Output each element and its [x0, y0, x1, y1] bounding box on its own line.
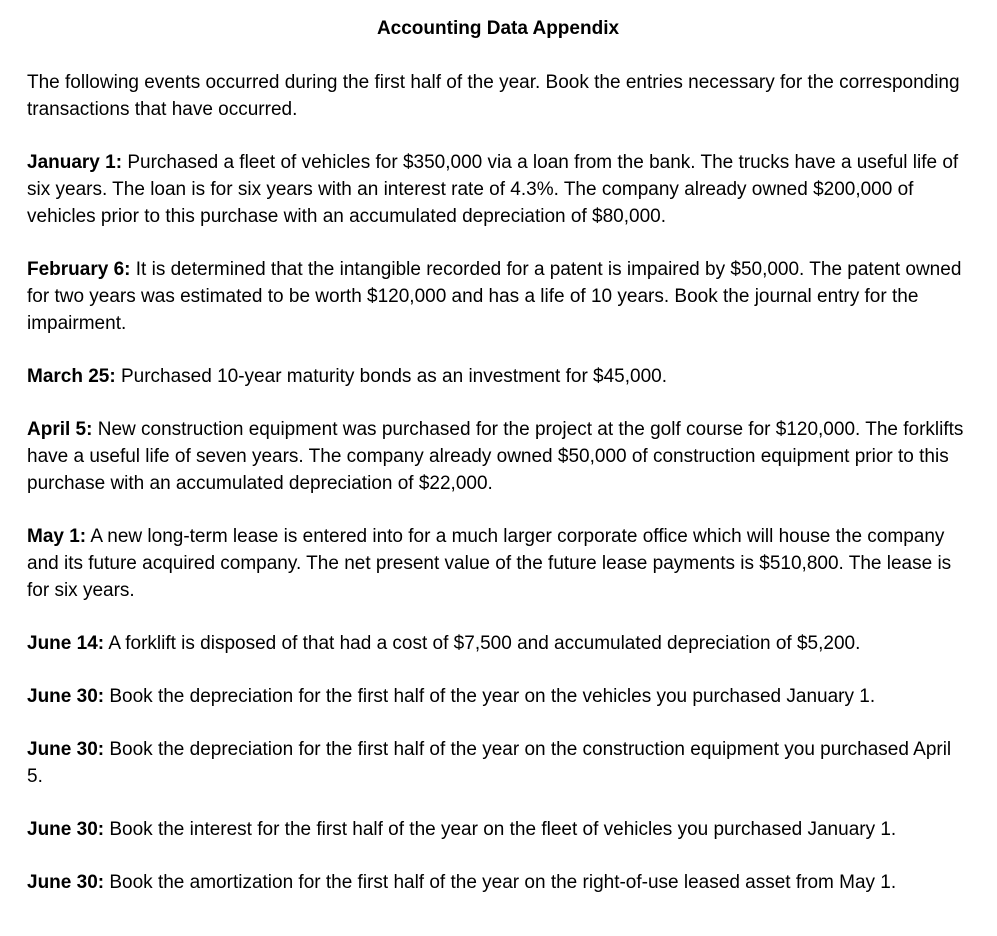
entry-date: June 14: [27, 633, 105, 654]
entry-date: March 25: [27, 366, 116, 387]
entry-june-30-interest [27, 816, 969, 843]
entry-text: Purchased a fleet of vehicles for $350,000 via a loan from the bank. The trucks have a useful life of six years. The loan is for six years with an interest rate of 4.3%. The company already owned $200,000 of vehicles prior to this purchase with an accumulated depreciation of $80,000. [27, 152, 959, 227]
entry-text: Book the amortization for the first half of the year on the right-of-use leased asset from May 1. [104, 872, 897, 893]
entry-april-5 [27, 416, 969, 497]
entry-date: June 30: [27, 739, 105, 760]
entry-june-30-amortization [27, 869, 969, 896]
entry-june-30-equipment-depreciation [27, 736, 969, 790]
entry-date: June 30: [27, 872, 105, 893]
entry-date: May 1: [27, 526, 87, 547]
entry-january-1 [27, 149, 969, 230]
entry-march-25 [27, 363, 969, 390]
page-title: Accounting Data Appendix [376, 18, 620, 39]
entry-date: April 5: [27, 419, 93, 440]
entry-date: January 1: [27, 152, 123, 173]
entry-text: Book the depreciation for the first half of the year on the construction equipment you purchased April 5. [27, 739, 952, 787]
entry-text: New construction equipment was purchased for the project at the golf course for $120,000. The forklifts have a useful life of seven years. The company already owned $50,000 of construction equipment prior to this purchase with an accumulated depreciation of $22,000. [27, 419, 964, 494]
entry-date: June 30: [27, 819, 105, 840]
entry-text: Purchased 10-year maturity bonds as an investment for $45,000. [115, 366, 668, 387]
entry-may-1 [27, 523, 969, 604]
entry-june-14 [27, 630, 969, 657]
entry-text: Book the depreciation for the first half of the year on the vehicles you purchased January 1. [104, 686, 876, 707]
intro-paragraph: The following events occurred during the first half of the year. Book the entries necessary for the corresponding transactions that have occurred. [27, 72, 960, 120]
entry-text: A new long-term lease is entered into for a much larger corporate office which will house the company and its future acquired company. The net present value of the future lease payments is $510,800. The lease is for six years. [27, 526, 952, 601]
entry-date: February 6: [27, 259, 131, 280]
entry-june-30-vehicle-depreciation [27, 683, 969, 710]
entry-text: It is determined that the intangible recorded for a patent is impaired by $50,000. The patent owned for two years was estimated to be worth $120,000 and has a life of 10 years. Book the journal entry for the impairment. [27, 259, 962, 334]
entry-text: A forklift is disposed of that had a cost of $7,500 and accumulated depreciation of $5,200. [104, 633, 861, 654]
entry-text: Book the interest for the first half of the year on the fleet of vehicles you purchased January 1. [104, 819, 897, 840]
entry-february-6 [27, 256, 969, 337]
entry-date: June 30: [27, 686, 105, 707]
